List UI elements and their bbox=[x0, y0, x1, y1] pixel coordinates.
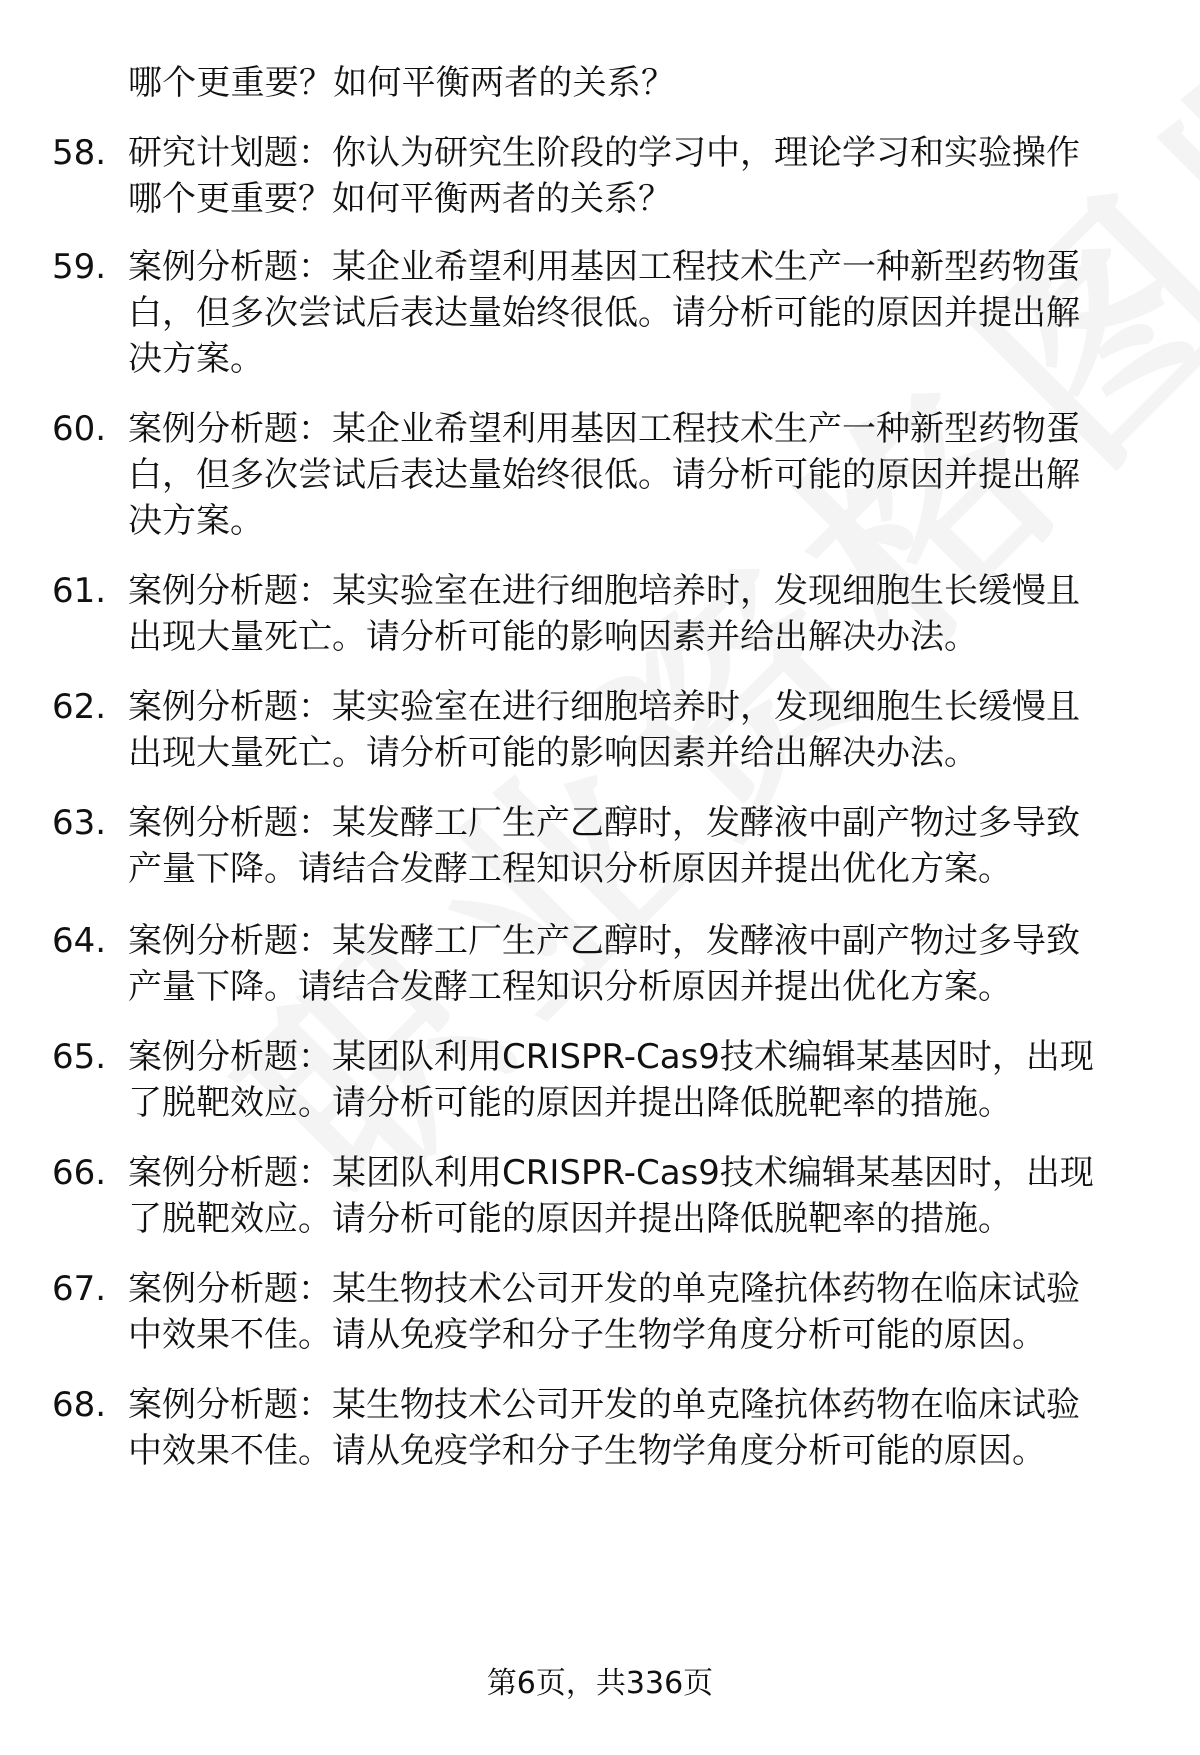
question-text-line: 案例分析题：某企业希望利用基因工程技术生产一种新型药物蛋 bbox=[128, 247, 1080, 287]
question-text-line: 案例分析题：某实验室在进行细胞培养时，发现细胞生长缓慢且 bbox=[128, 571, 1080, 611]
page-footer: 第6页，共336页 bbox=[486, 1666, 714, 1701]
question-text-line: 了脱靶效应。请分析可能的原因并提出降低脱靶率的措施。 bbox=[128, 1083, 1012, 1123]
question-text-line: 案例分析题：某发酵工厂生产乙醇时，发酵液中副产物过多导致 bbox=[128, 803, 1080, 843]
question-number: 61. bbox=[52, 571, 107, 611]
question-text-line: 决方案。 bbox=[128, 501, 264, 541]
question-number: 62. bbox=[52, 687, 107, 727]
question-number: 67. bbox=[52, 1269, 107, 1309]
question-text-line: 中效果不佳。请从免疫学和分子生物学角度分析可能的原因。 bbox=[128, 1315, 1046, 1355]
question-text-line: 哪个更重要？如何平衡两者的关系？ bbox=[128, 179, 672, 219]
question-text-line: 产量下降。请结合发酵工程知识分析原因并提出优化方案。 bbox=[128, 849, 1012, 889]
question-number: 63. bbox=[52, 803, 107, 843]
question-text-line: 中效果不佳。请从免疫学和分子生物学角度分析可能的原因。 bbox=[128, 1431, 1046, 1471]
question-text-line: 案例分析题：某团队利用CRISPR-Cas9技术编辑某基因时，出现 bbox=[128, 1153, 1094, 1193]
question-text-line: 决方案。 bbox=[128, 339, 264, 379]
question-number: 64. bbox=[52, 921, 107, 961]
question-text-line: 案例分析题：某生物技术公司开发的单克隆抗体药物在临床试验 bbox=[128, 1385, 1080, 1425]
continuation-line: 哪个更重要？如何平衡两者的关系？ bbox=[128, 63, 676, 103]
question-number: 60. bbox=[52, 409, 107, 449]
question-text-line: 产量下降。请结合发酵工程知识分析原因并提出优化方案。 bbox=[128, 967, 1012, 1007]
question-text-line: 出现大量死亡。请分析可能的影响因素并给出解决办法。 bbox=[128, 617, 978, 657]
question-number: 59. bbox=[52, 247, 107, 287]
question-text-line: 了脱靶效应。请分析可能的原因并提出降低脱靶率的措施。 bbox=[128, 1199, 1012, 1239]
question-text-line: 研究计划题：你认为研究生阶段的学习中，理论学习和实验操作 bbox=[128, 133, 1080, 173]
question-text-line: 案例分析题：某企业希望利用基因工程技术生产一种新型药物蛋 bbox=[128, 409, 1080, 449]
question-number: 58. bbox=[52, 133, 107, 173]
question-text-line: 案例分析题：某生物技术公司开发的单克隆抗体药物在临床试验 bbox=[128, 1269, 1080, 1309]
question-text-line: 案例分析题：某团队利用CRISPR-Cas9技术编辑某基因时，出现 bbox=[128, 1037, 1094, 1077]
question-number: 68. bbox=[52, 1385, 107, 1425]
question-text-line: 案例分析题：某发酵工厂生产乙醇时，发酵液中副产物过多导致 bbox=[128, 921, 1080, 961]
question-text-line: 白，但多次尝试后表达量始终很低。请分析可能的原因并提出解 bbox=[128, 293, 1080, 333]
question-text-line: 出现大量死亡。请分析可能的影响因素并给出解决办法。 bbox=[128, 733, 978, 773]
question-number: 65. bbox=[52, 1037, 107, 1077]
question-text-line: 白，但多次尝试后表达量始终很低。请分析可能的原因并提出解 bbox=[128, 455, 1080, 495]
question-number: 66. bbox=[52, 1153, 107, 1193]
question-text-line: 案例分析题：某实验室在进行细胞培养时，发现细胞生长缓慢且 bbox=[128, 687, 1080, 727]
